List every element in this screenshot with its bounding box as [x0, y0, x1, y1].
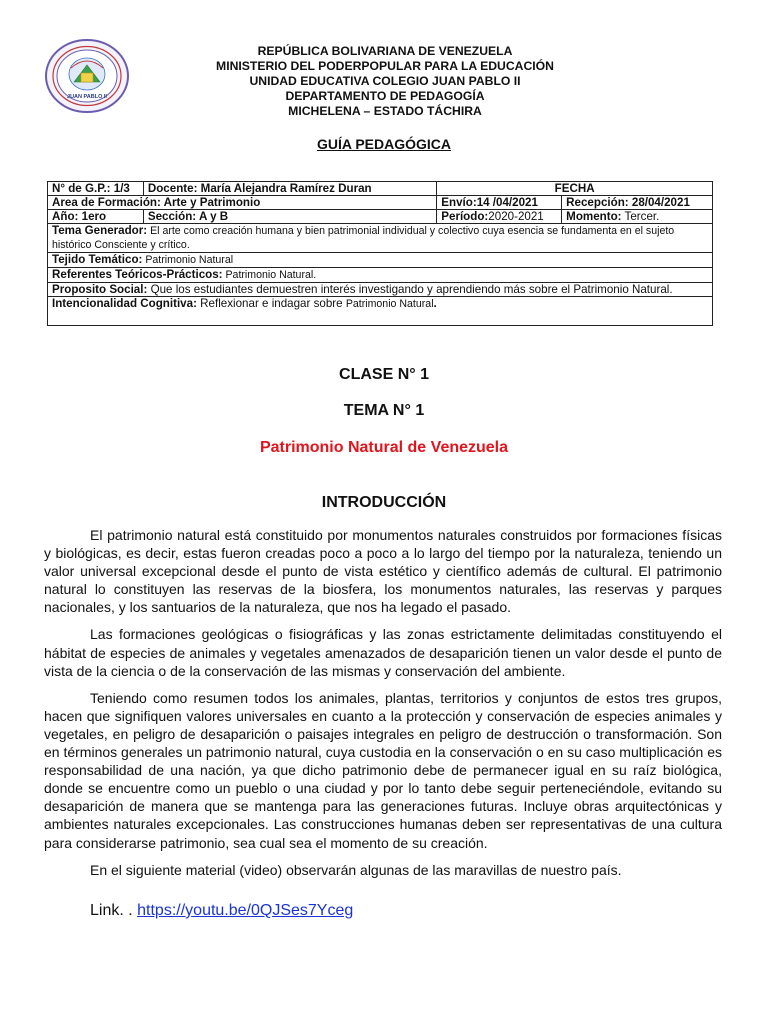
cognitive-intent-value-2: Patrimonio Natural: [345, 298, 434, 310]
moment-value: Tercer.: [621, 210, 660, 223]
period-value: 2020-2021: [488, 210, 544, 223]
guide-info-table: [47, 181, 713, 326]
introduction-heading: INTRODUCCIÓN: [321, 494, 447, 511]
topic-title: TEMA N° 1: [343, 402, 425, 419]
class-title: CLASE N° 1: [339, 366, 429, 383]
cognitive-intent-end: .: [433, 297, 437, 310]
teacher-cell: Docente: María Alejandra Ramírez Duran: [143, 182, 436, 196]
table-row: [48, 297, 713, 326]
thematic-fabric-label: Tejido Temático:: [52, 253, 143, 266]
cognitive-intent-value: Reflexionar e indagar sobre: [196, 297, 346, 310]
thematic-fabric-value: Patrimonio Natural: [142, 254, 234, 266]
moment-cell: [562, 210, 713, 224]
table-row: [48, 196, 713, 210]
table-row: [48, 224, 713, 253]
video-link-line: [90, 900, 353, 922]
cognitive-intent-label: Intencionalidad Cognitiva:: [52, 297, 197, 310]
social-purpose-label: Proposito Social:: [52, 283, 148, 296]
header-line-ministry: MINISTERIO DEL PODERPOPULAR PARA LA EDUCACIÓN: [216, 59, 554, 73]
table-row: [48, 182, 713, 196]
cognitive-intent-cell: [48, 297, 713, 326]
header-line-location: MICHELENA – ESTADO TÁCHIRA: [288, 104, 482, 118]
table-row: [48, 268, 713, 283]
subject-title: Patrimonio Natural de Venezuela: [259, 439, 509, 456]
document-header: [140, 44, 630, 119]
moment-label: Momento:: [566, 210, 622, 223]
generator-theme-value: El arte como creación humana y bien patrimonial individual y colectivo cuya esencia se fundamenta en el sujeto histórico Consciente y crítico.: [52, 225, 675, 251]
header-line-department: DEPARTAMENTO DE PEDAGOGÍA: [285, 89, 485, 103]
header-line-school: UNIDAD EDUCATIVA COLEGIO JUAN PABLO II: [249, 74, 521, 88]
year-cell: Año: 1ero: [48, 210, 144, 224]
table-row: [48, 253, 713, 268]
generator-theme-cell: [48, 224, 713, 253]
guide-title: GUÍA PEDAGÓGICA: [316, 136, 452, 152]
references-label: Referentes Teóricos-Prácticos:: [52, 268, 223, 281]
section-cell: Sección: A y B: [143, 210, 436, 224]
table-row: [48, 283, 713, 297]
paragraph-1: El patrimonio natural está constituido por monumentos naturales construidos por formaciones físicas y biológicas, es decir, estas fueron creadas poco a poco a lo largo del tiempo por la naturaleza, teniendo un valor universal excepcional desde el punto de vista estético y científico además de cultural. El patrimonio natural lo constituyen las reservas de la biosfera, los monumentos naturales, las reservas y parques nacionales, y los santuarios de la naturaleza, que nos ha legado el pasado.: [44, 527, 722, 616]
paragraph-4: En el siguiente material (video) observarán algunas de las maravillas de nuestro país.: [90, 861, 622, 878]
table-row: [48, 210, 713, 224]
social-purpose-cell: [48, 283, 713, 297]
gp-number-cell: N° de G.P.: 1/3: [48, 182, 144, 196]
send-date-cell: Envío:14 /04/2021: [437, 196, 562, 210]
introduction-body: [44, 526, 722, 888]
period-label: Período:: [441, 210, 489, 223]
thematic-fabric-cell: [48, 253, 713, 268]
seal-text: JUAN PABLO II: [67, 94, 107, 100]
paragraph-2: Las formaciones geológicas o fisiográficas y las zonas estrictamente delimitadas constituyendo el hábitat de especies de animales y vegetales amenazados de desaparición tienen un valor desde el punto de vista de la ciencia o de la conservación de las mismas y conservación del ambiente.: [44, 626, 722, 679]
receive-date-cell: Recepción: 28/04/2021: [562, 196, 713, 210]
social-purpose-value: Que los estudiantes demuestren interés investigando y aprendiendo más sobre el Patrimonio Natural.: [147, 283, 673, 296]
school-seal-logo: [44, 38, 130, 114]
paragraph-3: Teniendo como resumen todos los animales, plantas, territorios y conjuntos de estos tres grupos, hacen que signifiquen valores universales en cuanto a la protección y conservación de especies animales y vegetales, en peligro de desaparición o paisajes integrales en peligro de destrucción o transformación. Son en términos generales un patrimonio natural, cuya custodia en la conservación o en su caso multiplicación es responsabilidad de una nación, ya que dicho patrimonio debe de permanecer igual en su raíz biológica, donde se encuentre como un pueblo o una ciudad y por lo tanto debe seguir perteneciéndole, evitando su desaparición de manera que se mantenga para las generaciones futuras. Incluye obras arquitectónicas y ambientes naturales excepcionales. Las construcciones humanas deben ser representativas de una cultura para considerarse patrimonio, sea cual sea el momento de su creación.: [44, 689, 722, 851]
references-value: Patrimonio Natural.: [222, 269, 317, 281]
link-prefix: Link. .: [90, 902, 138, 919]
header-line-country: REPÚBLICA BOLIVARIANA DE VENEZUELA: [257, 44, 513, 58]
period-cell: [437, 210, 562, 224]
video-link[interactable]: https://youtu.be/0QJSes7Yceg: [137, 902, 354, 919]
references-cell: [48, 268, 713, 283]
generator-theme-label: Tema Generador:: [52, 224, 148, 237]
date-header-cell: FECHA: [437, 182, 713, 196]
area-cell: Area de Formación: Arte y Patrimonio: [48, 196, 437, 210]
